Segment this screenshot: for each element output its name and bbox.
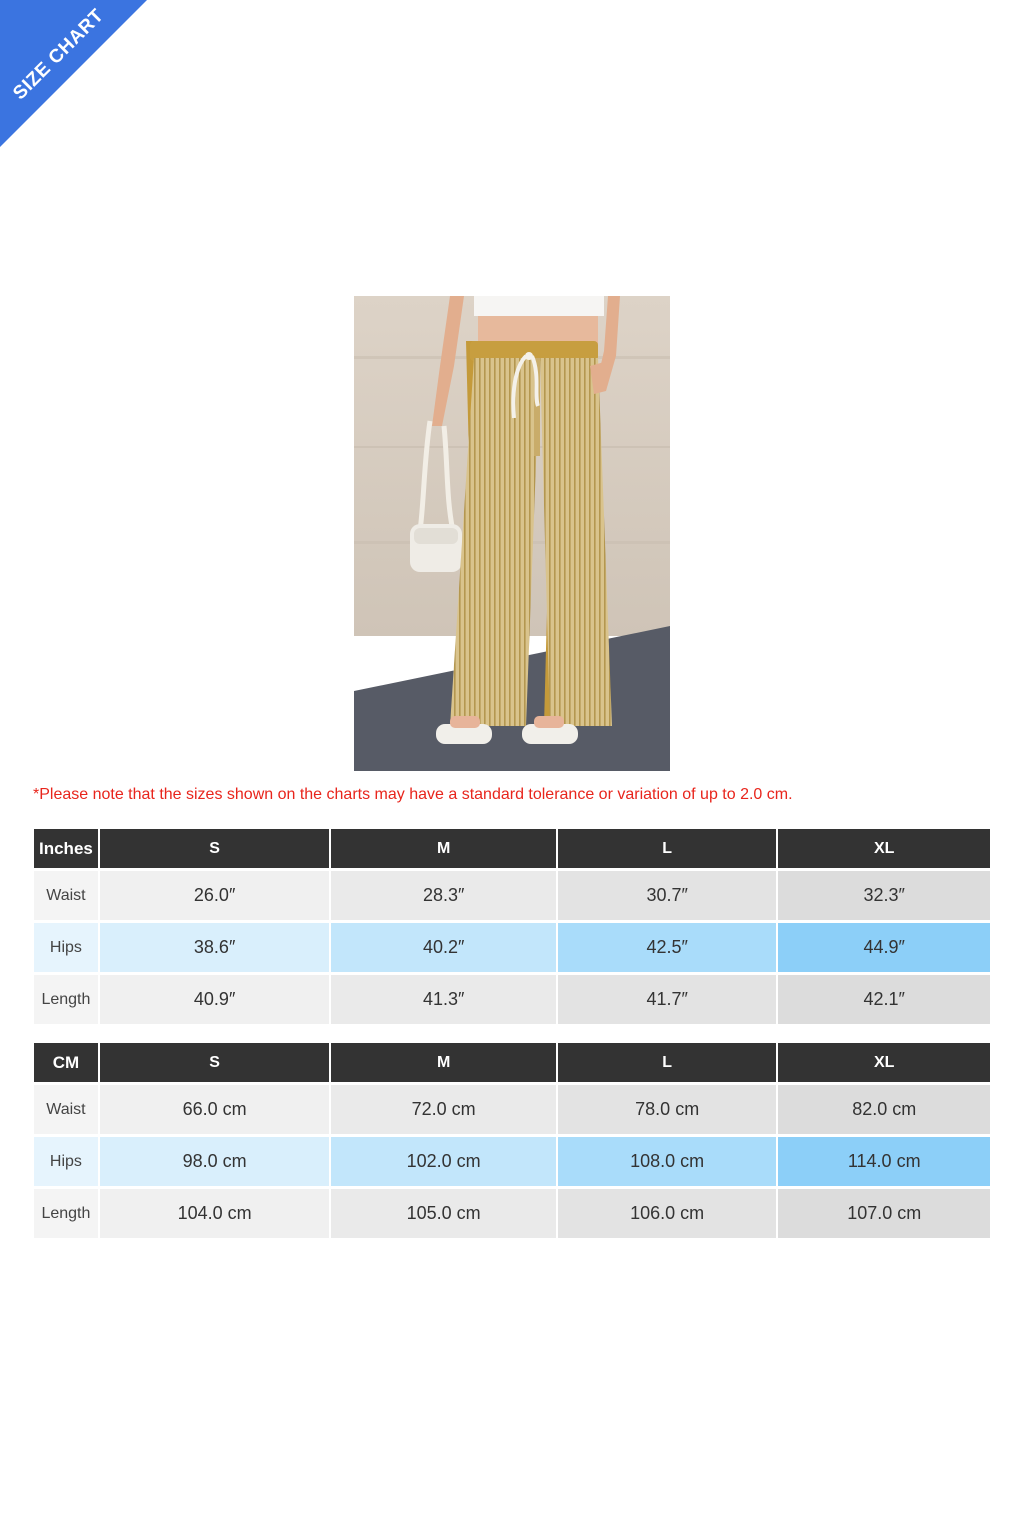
table-cell: 42.5″ bbox=[558, 923, 777, 972]
table-cell: 41.7″ bbox=[558, 975, 777, 1024]
size-header-xl: XL bbox=[778, 829, 990, 868]
size-header-m: M bbox=[331, 829, 556, 868]
table-cell: 102.0 cm bbox=[331, 1137, 556, 1186]
table-cell: 107.0 cm bbox=[778, 1189, 990, 1238]
row-label: Length bbox=[34, 975, 98, 1024]
table-cell: 40.9″ bbox=[100, 975, 330, 1024]
size-header-s: S bbox=[100, 829, 330, 868]
tolerance-note: *Please note that the sizes shown on the charts may have a standard tolerance or variation of up to 2.0 cm. bbox=[33, 786, 793, 803]
size-header-m: M bbox=[331, 1043, 556, 1082]
table-cell: 105.0 cm bbox=[331, 1189, 556, 1238]
row-label: Hips bbox=[34, 1137, 98, 1186]
table-cell: 42.1″ bbox=[778, 975, 990, 1024]
size-chart-badge bbox=[0, 0, 160, 160]
table-cell: 114.0 cm bbox=[778, 1137, 990, 1186]
table-cell: 40.2″ bbox=[331, 923, 556, 972]
table-cell: 26.0″ bbox=[100, 871, 330, 920]
unit-header: Inches bbox=[34, 829, 98, 868]
table-cell: 30.7″ bbox=[558, 871, 777, 920]
size-header-s: S bbox=[100, 1043, 330, 1082]
row-label: Length bbox=[34, 1189, 98, 1238]
table-cell: 44.9″ bbox=[778, 923, 990, 972]
table-row bbox=[34, 923, 990, 972]
table-header-row bbox=[34, 829, 990, 868]
row-label: Waist bbox=[34, 1085, 98, 1134]
size-header-xl: XL bbox=[778, 1043, 990, 1082]
table-cell: 66.0 cm bbox=[100, 1085, 330, 1134]
row-label: Waist bbox=[34, 871, 98, 920]
cm-size-table bbox=[34, 1043, 990, 1238]
table-cell: 98.0 cm bbox=[100, 1137, 330, 1186]
table-row bbox=[34, 871, 990, 920]
size-header-l: L bbox=[558, 829, 777, 868]
table-cell: 38.6″ bbox=[100, 923, 330, 972]
table-cell: 82.0 cm bbox=[778, 1085, 990, 1134]
table-cell: 72.0 cm bbox=[331, 1085, 556, 1134]
badge-label: SIZE CHART bbox=[9, 5, 109, 105]
table-row bbox=[34, 1189, 990, 1238]
product-photo bbox=[354, 296, 670, 771]
badge-triangle bbox=[0, 0, 147, 147]
table-row bbox=[34, 1085, 990, 1134]
table-cell: 104.0 cm bbox=[100, 1189, 330, 1238]
table-cell: 41.3″ bbox=[331, 975, 556, 1024]
table-row bbox=[34, 1137, 990, 1186]
table-cell: 28.3″ bbox=[331, 871, 556, 920]
row-label: Hips bbox=[34, 923, 98, 972]
unit-header: CM bbox=[34, 1043, 98, 1082]
table-cell: 106.0 cm bbox=[558, 1189, 777, 1238]
table-cell: 78.0 cm bbox=[558, 1085, 777, 1134]
table-header-row bbox=[34, 1043, 990, 1082]
table-cell: 108.0 cm bbox=[558, 1137, 777, 1186]
size-header-l: L bbox=[558, 1043, 777, 1082]
inches-size-table bbox=[34, 829, 990, 1024]
table-row bbox=[34, 975, 990, 1024]
table-cell: 32.3″ bbox=[778, 871, 990, 920]
